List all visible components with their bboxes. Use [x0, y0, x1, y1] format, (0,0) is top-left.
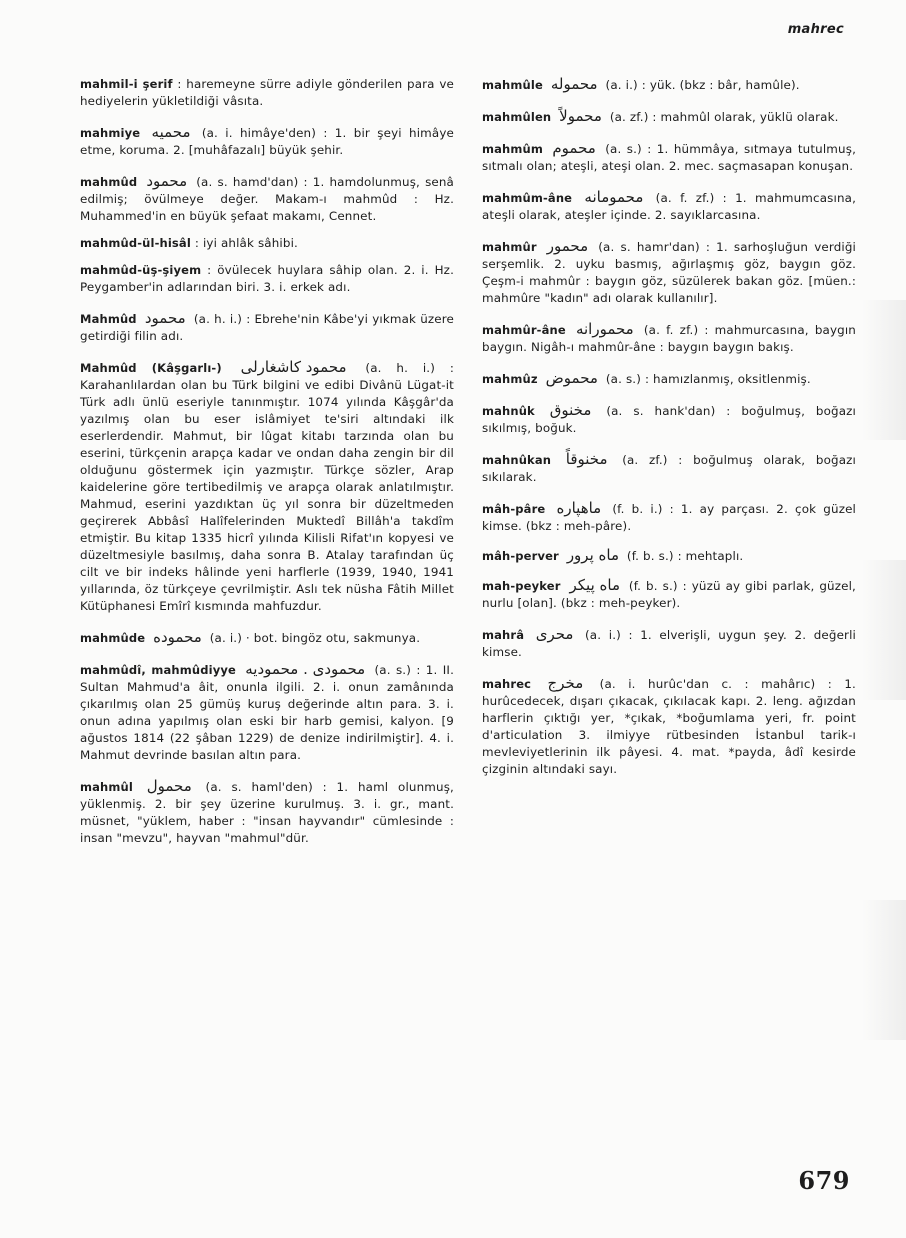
- entry-definition: (f. b. s.) : mehtaplı.: [626, 549, 744, 563]
- entry-headword: mahmiye: [80, 126, 141, 140]
- entry-arabic-script: محمورانه: [575, 320, 634, 338]
- entry-headword: mahmûm-âne: [482, 191, 573, 205]
- dictionary-entry: [482, 547, 856, 565]
- dictionary-entry: [80, 262, 454, 296]
- dictionary-entry: [482, 500, 856, 535]
- left-column: [80, 76, 454, 847]
- entry-definition: (a. i.) · bot. bingöz otu, sakmunya.: [209, 631, 421, 645]
- scan-shadow: [862, 900, 906, 1040]
- entry-headword: mahmûr-âne: [482, 323, 566, 337]
- entry-arabic-script: محمود كاشغارلى: [240, 358, 347, 376]
- scan-shadow: [862, 560, 906, 700]
- entry-arabic-script: محموده: [153, 628, 202, 646]
- entry-definition: (a. zf.) : mahmûl olarak, yüklü olarak.: [609, 110, 839, 124]
- entry-definition: (a. s.) : 1. II. Sultan Mahmud'a âit, onunla ilgili. 2. i. onun zamânında çıkarılmış olan 25 gümüş kuruş değerinde altın para. 3. i. onun adına yapılmış olan eski bir harb gemisi, kalyon. [9 ağustos 1814 (22 şâban 1229) de denize indirilmiştir]. 4. i. Mahmut devrinde basılan altın para.: [80, 663, 454, 762]
- entry-headword: mahmil-i şerif: [80, 77, 173, 91]
- entry-definition: (a. i. himâye'den) : 1. bir şeyi himâye etme, koruma. 2. [muhâfazalı] büyük şehir.: [80, 126, 455, 157]
- entry-arabic-script: محمول: [146, 777, 192, 795]
- entry-arabic-script: محمود: [144, 309, 186, 327]
- right-column: [482, 76, 856, 778]
- entry-arabic-script: مخرج: [547, 674, 584, 692]
- dictionary-entry: [482, 140, 856, 175]
- entry-definition: (a. s. hamr'dan) : 1. sarhoşluğun verdiği serşemlik. 2. uyku basmış, ağırlaşmış göz, baygın göz. Çeşm-i mahmûr : baygın göz, süzülerek bakan göz. [müen.: mahmûre "kadın" adı olarak kullanılır].: [482, 240, 856, 305]
- entry-arabic-script: محموض: [545, 369, 598, 387]
- entry-headword: mahmûd-üş-şiyem: [80, 263, 202, 277]
- entry-definition: (a. zf.) : boğulmuş olarak, boğazı sıkılarak.: [482, 453, 856, 484]
- entry-definition: (a. h. i.) : Karahanlılardan olan bu Türk bilgini ve edibi Divânü Lügat-it Türk adlı ünlü eseriyle tanınmıştır. 1074 yılında Kâşgâr'da yazılmış olan bu eser islâmiyet te'siri altındaki ilk eserlerdendir. Mahmut, bir lûgat kitabı tarzında olan bu eserini, türkçenin arapça kadar ve ondan daha zengin bir dil olduğunu göstermek için yazmıştır. Türkçe sözler, Arap kaidelerine göre tertibedilmiş ve arapça olarak anlatılmıştır. Mahmud, eserini yazdıktan üç yıl sonra bir düzeltmeden geçirerek Abbâsî Halîfelerinden Muktedî Billâh'a takdîm etmiştir. Bu kitap 1335 hicrî yılında Kilisli Rifat'ın kopyesi ve düzeltmesiyle basılmış, daha sonra B. Atalay tarafından üç cilt ve bir indeks hâlinde yeni harflerle (1939, 1940, 1941 yıllarında, öz türkçeye çevrilmiştir. Aslı tek nüsha Fâtih Millet Kütüphanesi Emîrî kısmında mahfuzdur.: [80, 361, 454, 613]
- entry-headword: mahmûle: [482, 78, 543, 92]
- entry-headword: Mahmûd: [80, 312, 137, 326]
- entry-arabic-script: محموله: [550, 75, 598, 93]
- dictionary-entry: [482, 626, 856, 661]
- dictionary-entry: [482, 402, 856, 437]
- entry-arabic-script: مخنوق: [549, 401, 592, 419]
- entry-arabic-script: محمودى . محموديه: [245, 660, 366, 678]
- dictionary-entry: [482, 76, 856, 94]
- dictionary-entry: [80, 778, 454, 847]
- page-number: 679: [798, 1166, 850, 1195]
- entry-definition: (a. f. zf.) : mahmurcasına, baygın baygın. Nigâh-ı mahmûr-âne : baygın baygın bakış.: [482, 323, 856, 354]
- entry-definition: (a. i.) : yük. (bkz : bâr, hamûle).: [605, 78, 800, 92]
- dictionary-entry: [80, 173, 454, 225]
- entry-headword: mahmûde: [80, 631, 146, 645]
- entry-headword: mahmûd: [80, 175, 138, 189]
- dictionary-entry: [482, 321, 856, 356]
- entry-definition: (a. s. haml'den) : 1. haml olunmuş, yüklenmiş. 2. bir şey üzerine kurulmuş. 3. i. gr., mant. müsnet, "yüklem, haber : "insan hayvandır" cümlesinde : insan "mevzu", hayvan "mahmul"dür.: [80, 780, 454, 845]
- entry-definition: (a. s. hank'dan) : boğulmuş, boğazı sıkılmış, boğuk.: [482, 404, 856, 435]
- entry-headword: mahmûz: [482, 372, 538, 386]
- dictionary-entry: [482, 189, 856, 224]
- entry-arabic-script: ماه پرور: [566, 546, 619, 564]
- entry-headword: mâh-pâre: [482, 502, 546, 516]
- entry-definition: (f. b. i.) : 1. ay parçası. 2. çok güzel kimse. (bkz : meh-pâre).: [482, 502, 856, 533]
- entry-definition: (a. s. hamd'dan) : 1. hamdolunmuş, senâ edilmiş; övülmeye değer. Makam-ı mahmûd : Hz. Muhammed'in en büyük şefaat makamı, Cennet.: [80, 175, 454, 223]
- entry-headword: mahmûm: [482, 142, 543, 156]
- entry-definition: (a. s.) : hamızlanmış, oksitlenmiş.: [605, 372, 811, 386]
- entry-headword: mahmûd-ül-hisâl: [80, 236, 191, 250]
- dictionary-entry: [80, 661, 454, 764]
- entry-headword: mâh-perver: [482, 549, 559, 563]
- entry-definition: : haremeyne sürre adiyle gönderilen para ve hediyelerin yükletildiği vâsıta.: [80, 77, 454, 108]
- entry-arabic-script: محمور: [546, 237, 589, 255]
- dictionary-entry: [80, 310, 454, 345]
- dictionary-entry: [80, 124, 454, 159]
- entry-headword: mahmûr: [482, 240, 537, 254]
- entry-definition: (a. h. i.) : Ebrehe'nin Kâbe'yi yıkmak üzere getirdiği filin adı.: [80, 312, 455, 343]
- entry-headword: mahnûkan: [482, 453, 552, 467]
- entry-headword: mahmûdî, mahmûdiyye: [80, 663, 236, 677]
- entry-arabic-script: ماهپاره: [556, 499, 602, 517]
- dictionary-entry: [80, 629, 454, 647]
- entry-headword: mahrâ: [482, 628, 525, 642]
- dictionary-entry: [482, 577, 856, 612]
- dictionary-entry: [482, 238, 856, 307]
- running-head: mahrec: [787, 22, 844, 37]
- entry-definition: : övülecek huylara sâhip olan. 2. i. Hz. Peygamber'in adlarından biri. 3. i. erkek adı.: [80, 263, 455, 294]
- entry-headword: mahmûlen: [482, 110, 552, 124]
- entry-arabic-script: محميه: [151, 123, 191, 141]
- scan-shadow: [862, 300, 906, 440]
- dictionary-entry: [80, 76, 454, 110]
- entry-headword: mahnûk: [482, 404, 535, 418]
- entry-headword: Mahmûd (Kâşgarlı-): [80, 361, 222, 375]
- entry-arabic-script: محمومانه: [584, 188, 644, 206]
- entry-definition: (a. s.) : 1. hümmâya, sıtmaya tutulmuş, sıtmalı olan; ateşli, ateşi olan. 2. mec. saçmasapan konuşan.: [482, 142, 856, 173]
- entry-definition: (a. i. hurûc'dan c. : mahârıc) : 1. hurûcedecek, dışarı çıkacak, çıkılacak kapı. 2. leng. ağızdan harflerin çıktığı yer, *çıkak, *boğumlama yeri, fr. point d'articulation 3. ilmiyye rütbesinden İstanbul tarik-ı mevleviyetlerinin ilk pâyesi. 4. mat. *payda, âdî kesirde çizginin altındaki sayı.: [482, 677, 856, 776]
- entry-definition: (a. f. zf.) : 1. mahmumcasına, ateşli olarak, ateşler içinde. 2. sayıklarcasına.: [482, 191, 857, 222]
- entry-arabic-script: مخنوقاً: [565, 450, 608, 468]
- entry-headword: mahmûl: [80, 780, 133, 794]
- dictionary-entry: [482, 108, 856, 126]
- entry-arabic-script: محمولاً: [559, 107, 602, 125]
- entry-arabic-script: محموم: [552, 139, 596, 157]
- dictionary-entry: [80, 235, 454, 252]
- entry-definition: (f. b. s.) : yüzü ay gibi parlak, güzel, nurlu [olan]. (bkz : meh-peyker).: [482, 579, 856, 610]
- dictionary-entry: [482, 451, 856, 486]
- dictionary-entry: [482, 370, 856, 388]
- entry-definition: : iyi ahlâk sâhibi.: [194, 236, 298, 250]
- dictionary-entry: [482, 675, 856, 778]
- entry-arabic-script: ماه پيكر: [569, 576, 620, 594]
- entry-headword: mah-peyker: [482, 579, 561, 593]
- entry-arabic-script: محرى: [535, 625, 574, 643]
- entry-arabic-script: محمود: [146, 172, 188, 190]
- entry-definition: (a. i.) : 1. elverişli, uygun şey. 2. değerli kimse.: [482, 628, 857, 659]
- entry-headword: mahrec: [482, 677, 532, 691]
- dictionary-entry: [80, 359, 454, 615]
